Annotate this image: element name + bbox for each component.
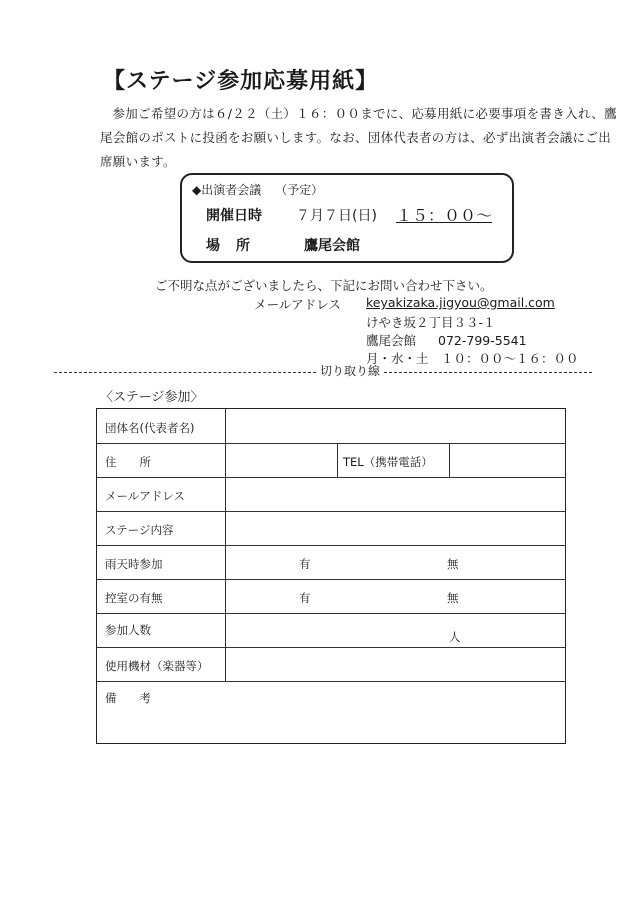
row-divider <box>97 443 565 444</box>
contact-email-label: メールアドレス <box>254 297 341 312</box>
cut-line-label: 切り取り線 <box>320 364 381 378</box>
intro-paragraph: 参加ご希望の方は６/２２（土）１６：００までに、応募用紙に必要事項を書き入れ、鷹尾会館のポストに投函をお願いします。なお、団体代表者の方は、必ず出演者会議にご出席願います。 <box>100 106 617 169</box>
meeting-header <box>192 181 323 198</box>
row-divider <box>97 477 565 478</box>
equipment-label: 使用機材（楽器等） <box>105 659 209 673</box>
row-divider <box>97 545 565 546</box>
tel-value-divider <box>449 443 450 477</box>
rain-label: 雨天時参加 <box>105 557 163 571</box>
content-label: ステージ内容 <box>105 523 174 537</box>
contact-tel: 072-799-5541 <box>438 333 527 348</box>
participants-label: 参加人数 <box>105 623 151 637</box>
email-label: メールアドレス <box>105 489 185 503</box>
waiting-no-option[interactable]: 無 <box>447 591 459 605</box>
meeting-info-box <box>180 173 514 263</box>
contact-venue: 鷹尾会館 <box>366 333 417 348</box>
row-divider <box>97 681 565 682</box>
waiting-yes-option[interactable]: 有 <box>299 591 311 605</box>
contact-hours: 月・水・土 １０：００～１６：００ <box>366 351 579 366</box>
row-divider <box>97 511 565 512</box>
row-divider <box>97 579 565 580</box>
meeting-header-title: ◆出演者会議 <box>192 183 262 197</box>
meeting-time: １５：００～ <box>396 206 493 225</box>
page-title: 【ステージ参加応募用紙】 <box>103 69 379 94</box>
tel-label: TEL（携帯電話） <box>343 455 433 469</box>
cut-line-right <box>384 372 592 373</box>
meeting-date-value: ７月７日(日) <box>296 208 377 224</box>
address-tel-divider <box>337 443 338 477</box>
group-name-label: 団体名(代表者名) <box>105 421 195 435</box>
meeting-place-label: 場所 <box>206 238 266 254</box>
participants-unit: 人 <box>449 630 461 644</box>
row-divider <box>97 647 565 648</box>
remarks-label: 備 考 <box>105 691 151 705</box>
address-label: 住 所 <box>105 455 151 469</box>
rain-yes-option[interactable]: 有 <box>299 557 311 571</box>
contact-email-link[interactable]: keyakizaka.jigyou@gmail.com <box>366 295 555 310</box>
cut-line-left <box>54 372 316 373</box>
label-column-divider <box>225 409 226 681</box>
row-divider <box>97 613 565 614</box>
meeting-place-value: 鷹尾会館 <box>304 238 360 254</box>
meeting-date-label: 開催日時 <box>206 208 262 224</box>
contact-address: けやき坂２丁目３３-１ <box>366 315 496 330</box>
waiting-room-label: 控室の有無 <box>105 591 163 605</box>
contact-venue-line <box>366 331 527 349</box>
contact-intro: ご不明な点がございましたら、下記にお問い合わせ下さい。 <box>155 278 493 293</box>
meeting-header-note: （予定） <box>275 183 324 197</box>
application-form-table <box>96 408 566 744</box>
rain-no-option[interactable]: 無 <box>447 557 459 571</box>
form-title: 〈ステージ参加〉 <box>100 390 204 405</box>
